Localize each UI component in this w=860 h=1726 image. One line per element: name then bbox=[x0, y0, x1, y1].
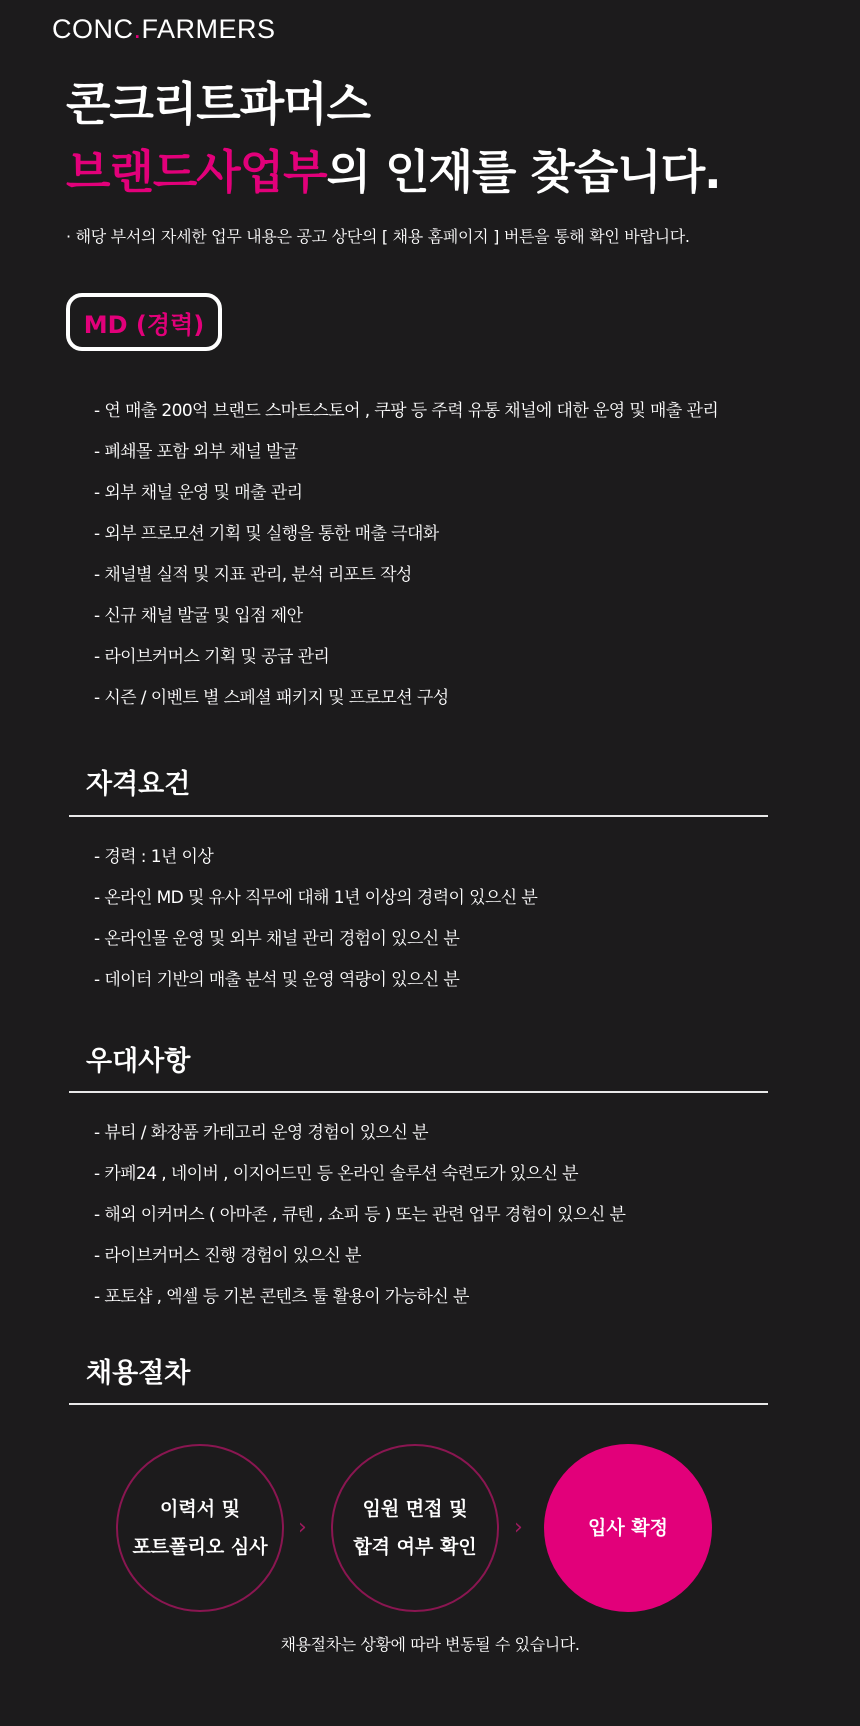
title-rest: 의 인재를 찾습니다. bbox=[326, 145, 721, 199]
list-item: - 온라인 MD 및 유사 직무에 대해 1년 이상의 경력이 있으신 분 bbox=[94, 888, 538, 908]
logo-text-conc: CONC bbox=[52, 14, 134, 44]
title-company: 콘크리트파머스 bbox=[66, 77, 371, 131]
page-title bbox=[66, 70, 721, 206]
logo-text-farmers: FARMERS bbox=[141, 14, 276, 44]
title-line2 bbox=[66, 138, 721, 206]
chevron-right-icon: › bbox=[298, 1515, 307, 1540]
preferred-heading: 우대사항 bbox=[86, 1046, 191, 1077]
brand-logo bbox=[52, 14, 276, 45]
list-item: - 시즌 / 이벤트 별 스페셜 패키지 및 프로모션 구성 bbox=[94, 688, 449, 708]
requirements-list bbox=[94, 837, 537, 1001]
requirements-heading: 자격요건 bbox=[86, 769, 191, 800]
list-item: - 외부 채널 운영 및 매출 관리 bbox=[94, 483, 303, 503]
list-item: - 포토샵 , 엑셀 등 기본 콘텐츠 툴 활용이 가능하신 분 bbox=[94, 1287, 469, 1307]
list-item: - 데이터 기반의 매출 분석 및 운영 역량이 있으신 분 bbox=[94, 970, 460, 990]
process-step-interview: 임원 면접 및 합격 여부 확인 bbox=[331, 1444, 499, 1612]
list-item: - 라이브커머스 기획 및 공급 관리 bbox=[94, 647, 330, 667]
list-item: - 신규 채널 발굴 및 입점 제안 bbox=[94, 606, 303, 626]
position-badge: MD (경력) bbox=[66, 293, 222, 351]
requirements-divider bbox=[69, 815, 768, 817]
list-item: - 라이브커머스 진행 경험이 있으신 분 bbox=[94, 1246, 361, 1266]
process-note: 채용절차는 상황에 따라 변동될 수 있습니다. bbox=[280, 1635, 580, 1654]
process-divider bbox=[69, 1403, 768, 1405]
list-item: - 해외 이커머스 ( 아마존 , 큐텐 , 쇼피 등 ) 또는 관련 업무 경험이 있으신 분 bbox=[94, 1205, 626, 1225]
process-step-hire-confirmed: 입사 확정 bbox=[544, 1444, 712, 1612]
list-item: - 연 매출 200억 브랜드 스마트스토어 , 쿠팡 등 주력 유통 채널에 대한 운영 및 매출 관리 bbox=[94, 401, 719, 421]
preferred-divider bbox=[69, 1091, 768, 1093]
chevron-right-icon: › bbox=[514, 1515, 523, 1540]
list-item: - 카페24 , 네이버 , 이지어드민 등 온라인 솔루션 숙련도가 있으신 분 bbox=[94, 1164, 578, 1184]
list-item: - 채널별 실적 및 지표 관리, 분석 리포트 작성 bbox=[94, 565, 412, 585]
process-heading: 채용절차 bbox=[86, 1358, 191, 1389]
preferred-list bbox=[94, 1113, 625, 1318]
list-item: - 외부 프로모션 기획 및 실행을 통한 매출 극대화 bbox=[94, 524, 439, 544]
duties-list bbox=[94, 391, 718, 719]
list-item: - 뷰티 / 화장품 카테고리 운영 경험이 있으신 분 bbox=[94, 1123, 428, 1143]
list-item: - 경력 : 1년 이상 bbox=[94, 847, 214, 867]
process-step-document-review: 이력서 및 포트폴리오 심사 bbox=[116, 1444, 284, 1612]
logo-dot: . bbox=[133, 14, 142, 44]
list-item: - 온라인몰 운영 및 외부 채널 관리 경험이 있으신 분 bbox=[94, 929, 460, 949]
list-item: - 폐쇄몰 포함 외부 채널 발굴 bbox=[94, 442, 298, 462]
notice-text: · 해당 부서의 자세한 업무 내용은 공고 상단의 [ 채용 홈페이지 ] 버튼을 통해 확인 바랍니다. bbox=[66, 227, 690, 246]
title-department: 브랜드사업부 bbox=[66, 145, 327, 199]
